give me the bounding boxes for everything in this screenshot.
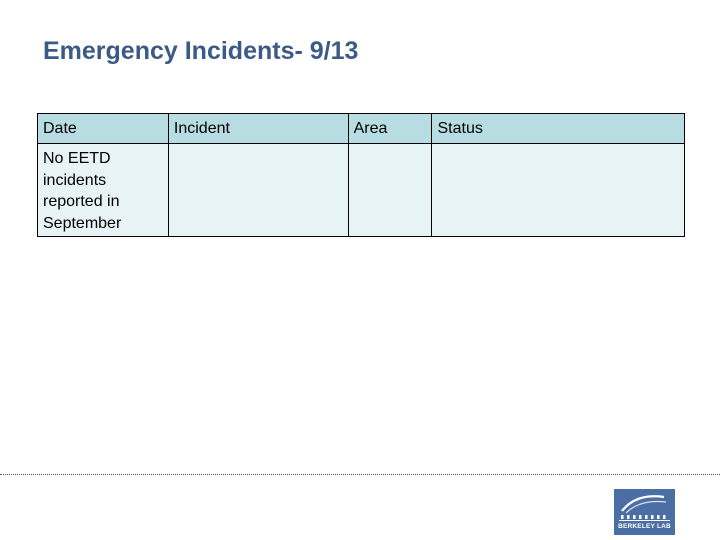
incidents-table: [37, 113, 685, 237]
slide-title: Emergency Incidents- 9/13: [43, 37, 359, 65]
header-status: Status: [432, 114, 685, 144]
logo-text: BERKELEY LAB: [618, 523, 671, 530]
cell-date: No EETD incidents reported in September: [38, 144, 169, 237]
table-row: [38, 144, 685, 237]
table-header-row: [38, 114, 685, 144]
header-incident: Incident: [168, 114, 348, 144]
cell-area: [348, 144, 432, 237]
header-area: Area: [348, 114, 432, 144]
cell-incident: [168, 144, 348, 237]
berkeley-lab-logo: [614, 489, 675, 535]
footer-divider: [0, 474, 720, 475]
header-date: Date: [38, 114, 169, 144]
cell-status: [432, 144, 685, 237]
